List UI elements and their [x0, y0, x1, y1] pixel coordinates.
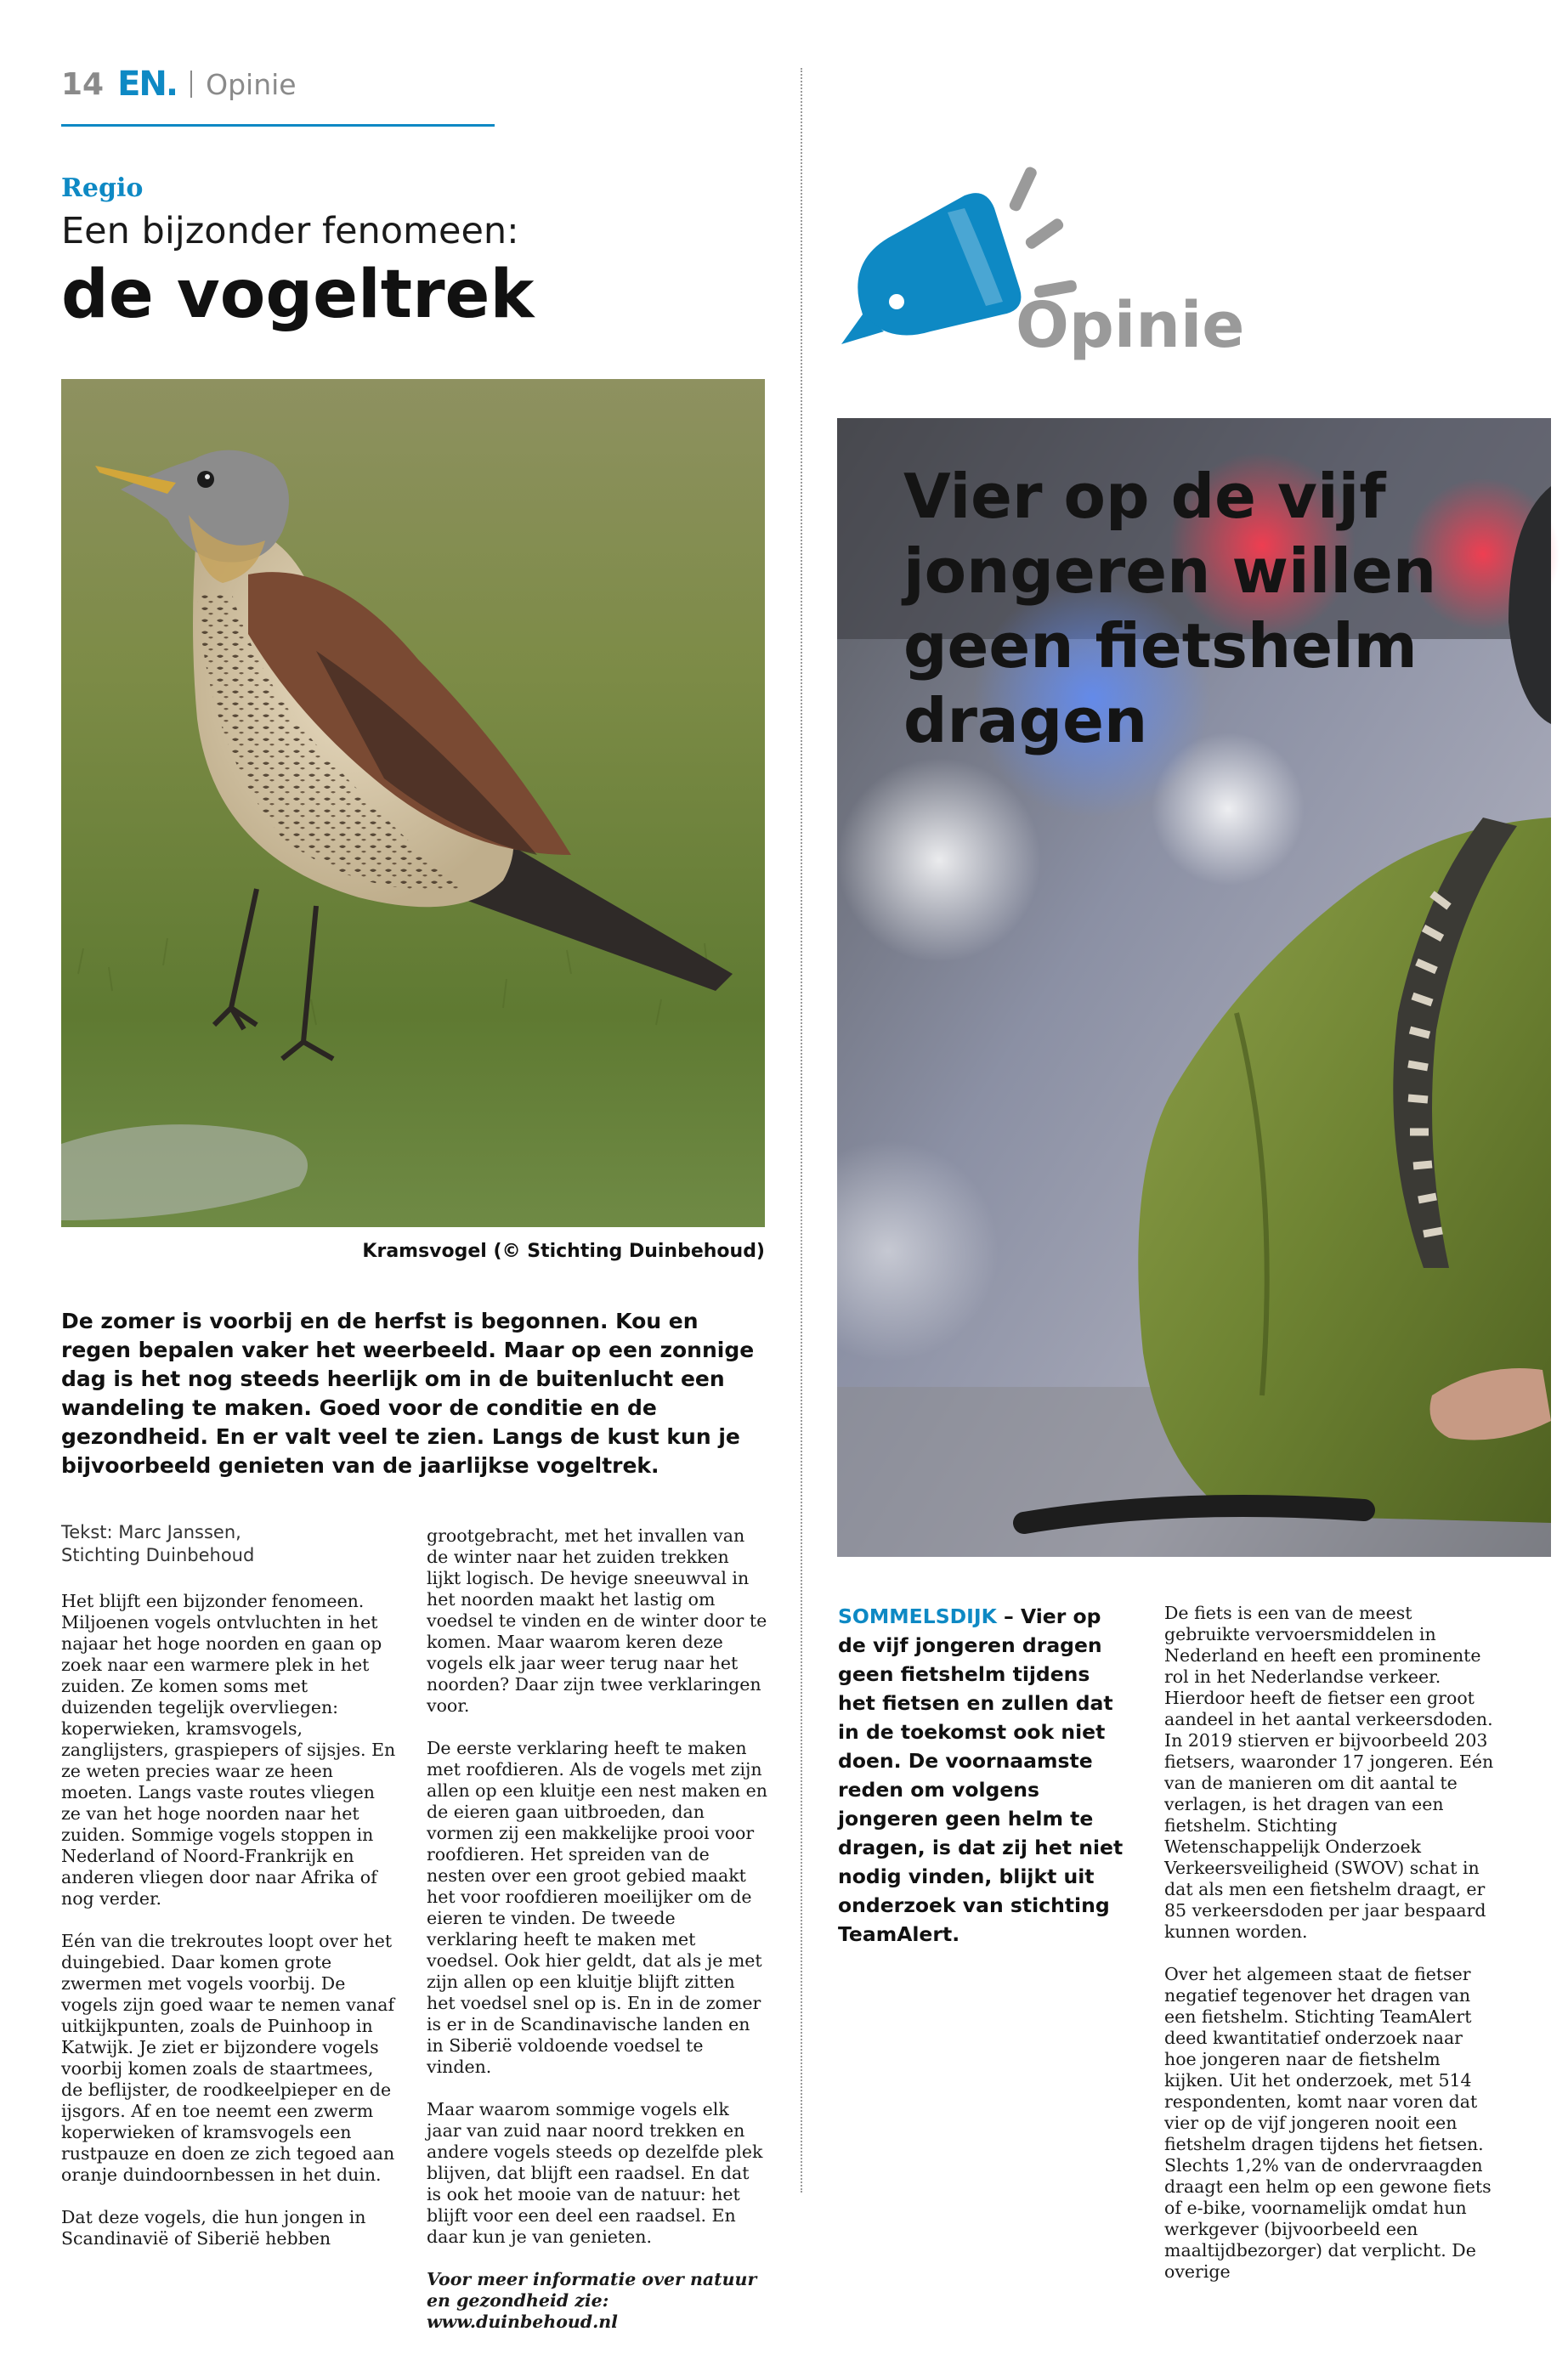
byline — [61, 1521, 397, 1567]
paragraph: Eén van die trekroutes loopt over het duingebied. Daar komen grote zwermen met vogels voorbij. De vogels zijn goed waar te nemen vanaf uitkijkpunten, zoals de Puinhoop in Katwijk. Je ziet er bijzondere vogels voorbij komen zoals de staartmees, de beflijster, de roodkeelpieper en de ijsgors. Af en toe neemt een zwerm koperwieken of kramsvogels een rustpauze en doen ze zich tegoed aan oranje duindoornbessen in het duin. — [61, 1931, 395, 2185]
article-column-2 — [427, 1525, 768, 2354]
article-subtitle: Een bijzonder fenomeen: — [61, 210, 519, 252]
photo-caption: Kramsvogel (© Stichting Duinbehoud) — [362, 1241, 765, 1262]
section-label: Opinie — [206, 67, 297, 101]
newspaper-logo: EN. — [117, 65, 178, 104]
header-underline — [61, 124, 495, 127]
byline-author: Tekst: Marc Janssen, — [61, 1522, 241, 1542]
paragraph: Maar waarom sommige vogels elk jaar van zuid naar noord trekken en andere vogels steeds op dezelfde plek blijven, dat blijft een raadsel. En dat is ook het mooie van de natuur: het blijft voor een deel een raadsel. En daar kun je van genieten. — [427, 2099, 763, 2247]
article-column-1 — [61, 1521, 397, 2271]
article-intro: De zomer is voorbij en de herfst is begonnen. Kou en regen bepalen vaker het weerbeeld. Maar op een zonnige dag is het nog steeds heerlijk om in de buitenlucht een wandeling te maken. Goed voor de conditie en de gezondheid. En er valt veel te zien. Langs de kust kun je bijvoorbeeld genieten van de jaarlijkse vogeltrek. — [61, 1309, 755, 1478]
dateline-location: SOMMELSDIJK — [838, 1604, 997, 1628]
opinie-badge-label: Opinie — [1016, 289, 1245, 362]
lead-text: – Vier op de vijf jongeren dragen geen fietshelm tijdens het fietsen en zullen dat in de toekomst ook niet doen. De voornaamste reden om volgens jongeren geen helm te dragen, is dat zij het niet nodig vinden, blijkt uit onderzoek van stichting TeamAlert. — [838, 1604, 1124, 1946]
byline-organization: Stichting Duinbehoud — [61, 1545, 255, 1565]
opinion-body-column — [1164, 1603, 1496, 2304]
page-header — [61, 63, 297, 105]
paragraph: grootgebracht, met het invallen van de winter naar het zuiden trekken lijkt logisch. De hevige sneeuwval in het noorden maakt het lastig om voedsel te vinden en de winter door te komen. Maar waarom keren deze vogels elk jaar weer terug naar het noorden? Daar zijn twee verklaringen voor. — [427, 1525, 767, 1716]
page-number: 14 — [61, 66, 105, 102]
opinion-headline: Vier op de vijf jongeren willen geen fietshelm dragen — [903, 461, 1437, 756]
opinion-lead — [838, 1602, 1127, 1949]
article-kicker: Regio — [61, 173, 144, 203]
fieldfare-photo — [61, 379, 765, 1227]
paragraph: Het blijft een bijzonder fenomeen. Miljoenen vogels ontvluchten in het najaar het hoge noorden en gaan op zoek naar een warmere plek in het zuiden. Ze komen soms met duizenden tegelijk overvliegen: koperwieken, kramsvogels, zanglijsters, graspiepers of sijsjes. En ze weten precies waar ze heen moeten. Langs vaste routes vliegen ze van het hoge noorden naar het zuiden. Sommige vogels stoppen in Nederland of Noord-Frankrijk en anderen vliegen door naar Afrika of nog verder. — [61, 1591, 396, 1909]
more-info-note: Voor meer informatie over natuur en gezondheid zie: www.duinbehoud.nl — [427, 2269, 757, 2332]
header-divider — [190, 71, 192, 98]
column-divider — [801, 68, 802, 2193]
paragraph: De fiets is een van de meest gebruikte vervoersmiddelen in Nederland en heeft een prominente rol in het Nederlandse verkeer. Hierdoor heeft de fietser een groot aandeel in het aantal verkeersdoden. In 2019 stierven er bijvoorbeeld 203 fietsers, waaronder 17 jongeren. Eén van de manieren om dit aantal te verlagen, is het dragen van een fietshelm. Stichting Wetenschappelijk Onderzoek Verkeersveiligheid (SWOV) schat in dat als men een fietshelm draagt, er 85 verkeersdoden per jaar bespaard kunnen worden. — [1164, 1603, 1494, 1942]
paragraph: Dat deze vogels, die hun jongen in Scandinavië of Siberië hebben — [61, 2207, 366, 2249]
paragraph: Over het algemeen staat de fietser negatief tegenover het dragen van een fietshelm. Stichting TeamAlert deed kwantitatief onderzoek naar hoe jongeren naar de fietshelm kijken. Uit het onderzoek, met 514 respondenten, komt naar voren dat vier op de vijf jongeren nooit een fietshelm dragen tijdens het fietsen. Slechts 1,2% van de ondervraagden draagt een helm op een gewone fiets of e-bike, voornamelijk omdat hun werkgever (bijvoorbeeld een maaltijdbezorger) dat verplicht. De overige — [1164, 1964, 1492, 2282]
article-title: de vogeltrek — [61, 257, 535, 333]
paragraph: De eerste verklaring heeft te maken met roofdieren. Als de vogels met zijn allen op een kluitje een nest maken en de eieren gaan uitbroeden, dan vormen zij een makkelijke prooi voor roofdieren. Het spreiden van de nesten over een groot gebied maakt het voor roofdieren moeilijker om de eieren te vinden. De tweede verklaring heeft te maken met voedsel. Ook hier geldt, dat als je met zijn allen op een kluitje blijft zitten het voedsel snel op is. En in de zomer is er in de Scandinavische landen en in Siberië voldoende voedsel te vinden. — [427, 1738, 767, 2077]
